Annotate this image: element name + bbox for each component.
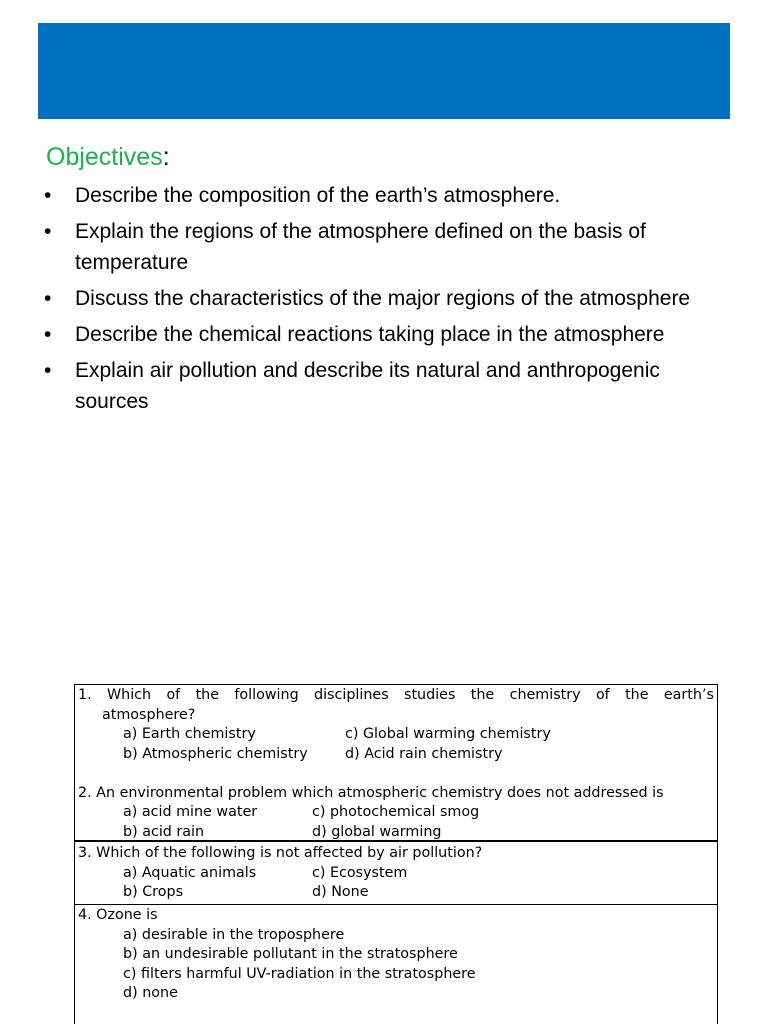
- option-a: a) acid mine water: [123, 804, 258, 820]
- option-d: d) none: [123, 985, 178, 1001]
- option-b: b) an undesirable pollutant in the stratosphere: [123, 946, 458, 962]
- objective-item: • Describe the chemical reactions taking place in the atmosphere: [44, 319, 724, 350]
- option-b: b) acid rain: [123, 823, 205, 840]
- question-3-options-row-2: [78, 883, 714, 903]
- header-banner: [38, 23, 730, 119]
- option-a: a) Earth chemistry: [123, 726, 256, 742]
- objective-item: • Explain air pollution and describe its natural and anthropogenic sources: [44, 355, 724, 417]
- question-2-text: 2. An environmental problem which atmospheric chemistry does not addressed is: [78, 784, 664, 801]
- option-d: d) global warming: [312, 823, 442, 840]
- question-block-1-2: [75, 685, 717, 842]
- bullet-icon: •: [44, 220, 52, 243]
- option-a: a) Aquatic animals: [123, 864, 257, 881]
- bullet-icon: •: [44, 323, 52, 346]
- bullet-icon: •: [44, 359, 52, 382]
- option-c: c) photochemical smog: [312, 804, 480, 820]
- option-b: b) Crops: [123, 884, 184, 900]
- option-c: c) Ecosystem: [312, 864, 408, 881]
- question-1-options-row-2: [78, 745, 714, 765]
- option-a: a) desirable in the troposphere: [123, 926, 345, 943]
- option-d: d) Acid rain chemistry: [345, 745, 503, 762]
- question-1-text: 1. Which of the following disciplines studies the chemistry of the earth’s: [78, 687, 714, 703]
- bullet-icon: •: [44, 287, 52, 310]
- question-block-3: [75, 843, 717, 905]
- question-1-options-row-1: [78, 725, 714, 745]
- question-1-text-cont: atmosphere?: [102, 706, 196, 723]
- question-3-options-row-1: [78, 864, 714, 884]
- option-c: c) filters harmful UV-radiation in the stratosphere: [123, 965, 476, 982]
- objective-item: • Discuss the characteristics of the major regions of the atmosphere: [44, 283, 724, 314]
- quiz-table: [74, 684, 718, 1024]
- question-block-4: [75, 905, 717, 1024]
- objectives-heading: Objectives:: [46, 143, 170, 171]
- question-3-text: 3. Which of the following is not affected by air pollution?: [78, 845, 483, 861]
- question-4-text: 4. Ozone is: [78, 907, 158, 923]
- question-2-options-row-2: [78, 823, 714, 843]
- question-2-options-row-1: [78, 803, 714, 823]
- bullet-icon: •: [44, 184, 52, 207]
- objectives-list: [44, 180, 724, 422]
- option-d: d) None: [312, 884, 369, 900]
- option-b: b) Atmospheric chemistry: [123, 745, 308, 762]
- objective-item: • Explain the regions of the atmosphere defined on the basis of temperature: [44, 216, 724, 278]
- option-c: c) Global warming chemistry: [345, 726, 551, 742]
- objective-item: • Describe the composition of the earth’s atmosphere.: [44, 180, 724, 211]
